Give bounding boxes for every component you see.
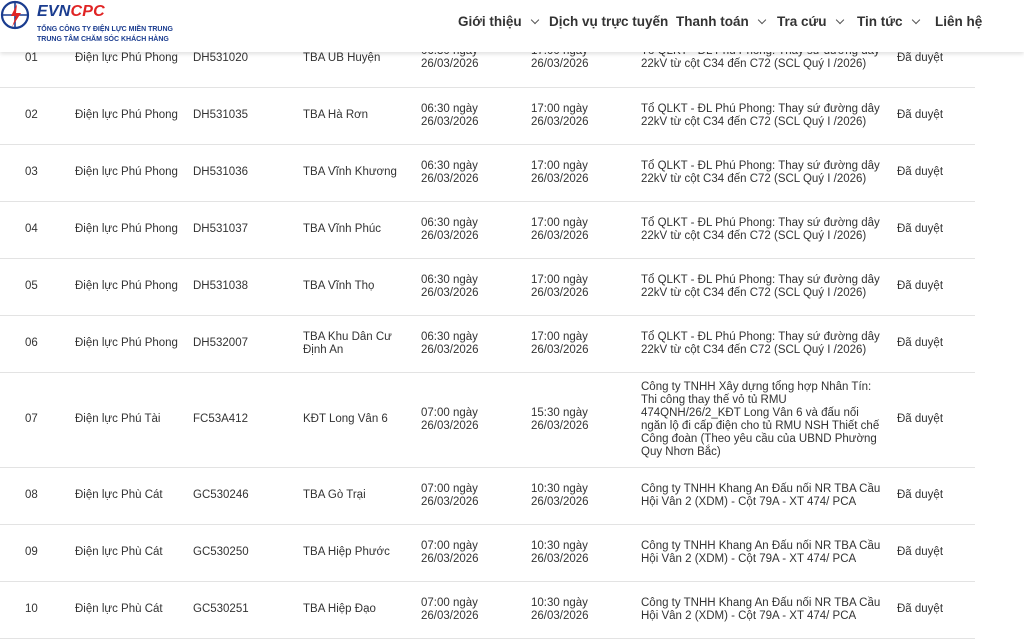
nav-label: Dịch vụ trực tuyến [549, 14, 669, 29]
row-number: 03 [25, 166, 38, 178]
status-badge: Đã duyệt [897, 337, 944, 349]
code-cell [193, 467, 303, 524]
code-cell [193, 201, 303, 258]
reason-cell [641, 201, 897, 258]
nav-label: Liên hệ [935, 14, 983, 29]
unit-cell [75, 201, 193, 258]
nav-item-tra-cuu[interactable] [777, 14, 843, 29]
station-cell [303, 258, 421, 315]
code-cell [193, 258, 303, 315]
start-time-cell [421, 467, 531, 524]
station-name: TBA Khu Dân Cư Định An [303, 330, 392, 356]
power-unit-name: Điện lực Phú Phong [75, 51, 178, 64]
station-name: TBA Gò Trại [303, 489, 366, 501]
nav-item-thanh-toan[interactable] [676, 14, 765, 29]
nav-label: Tin tức [857, 14, 903, 29]
end-date: 26/03/2026 [531, 58, 589, 71]
outage-reason: Tổ QLKT - ĐL Phú Phong: Thay sứ đường dây 22kV từ cột C34 đến C72 (SCL Quý I /2026) [641, 159, 880, 185]
end-date: 26/03/2026 [531, 419, 589, 432]
station-cell [303, 372, 421, 467]
start-date: 26/03/2026 [421, 495, 479, 508]
row-number-cell [0, 581, 75, 638]
status-badge: Đã duyệt [897, 223, 944, 235]
row-number: 10 [25, 603, 38, 615]
start-date: 26/03/2026 [421, 552, 479, 565]
start-time-cell [421, 372, 531, 467]
status-cell [897, 372, 975, 467]
code-cell [193, 315, 303, 372]
start-time-cell [421, 315, 531, 372]
end-date: 26/03/2026 [531, 343, 589, 356]
outage-code: DH531037 [193, 223, 248, 235]
outage-reason: 22kV từ cột C34 đến C72 (SCL Quý I /2026) [641, 58, 867, 71]
end-time-cell [531, 467, 641, 524]
station-cell [303, 581, 421, 638]
start-date: 26/03/2026 [421, 286, 479, 299]
table-row [0, 581, 975, 638]
end-time: 17:00 ngày [531, 159, 588, 172]
station-cell [303, 144, 421, 201]
row-number: 07 [25, 413, 38, 425]
start-date: 26/03/2026 [421, 58, 479, 71]
reason-cell [641, 87, 897, 144]
end-time: 17:00 ngày [531, 102, 588, 115]
start-time: 06:30 ngày [421, 273, 478, 286]
status-badge: Đã duyệt [897, 109, 944, 121]
unit-cell [75, 144, 193, 201]
row-number-cell [0, 87, 75, 144]
end-time: 10:30 ngày [531, 539, 588, 552]
chevron-down-icon [530, 16, 538, 24]
outage-code: GC530250 [193, 546, 249, 558]
end-date: 26/03/2026 [531, 495, 589, 508]
outage-schedule-table [0, 30, 975, 639]
status-cell [897, 87, 975, 144]
status-cell [897, 144, 975, 201]
power-unit-name: Điện lực Phú Phong [75, 223, 178, 235]
table-row [0, 467, 975, 524]
end-date: 26/03/2026 [531, 609, 589, 622]
chevron-down-icon [911, 16, 919, 24]
outage-code: DH531038 [193, 280, 248, 292]
nav-item-lien-he[interactable] [935, 14, 982, 29]
station-name: TBA Vĩnh Phúc [303, 223, 381, 235]
end-time-cell [531, 87, 641, 144]
row-number-cell [0, 144, 75, 201]
start-date: 26/03/2026 [421, 609, 479, 622]
unit-cell [75, 372, 193, 467]
outage-code: GC530246 [193, 489, 249, 501]
status-badge: Đã duyệt [897, 166, 944, 178]
power-unit-name: Điện lực Phú Phong [75, 109, 178, 121]
code-cell [193, 144, 303, 201]
start-date: 26/03/2026 [421, 172, 479, 185]
start-time: 06:30 ngày [421, 102, 478, 115]
reason-cell [641, 144, 897, 201]
end-time-cell [531, 524, 641, 581]
nav-label: Giới thiệu [458, 14, 522, 29]
code-cell [193, 372, 303, 467]
row-number: 04 [25, 223, 38, 235]
code-cell [193, 581, 303, 638]
end-date: 26/03/2026 [531, 115, 589, 128]
power-unit-name: Điện lực Phú Phong [75, 337, 178, 349]
outage-code: GC530251 [193, 603, 249, 615]
power-unit-name: Điện lực Phù Cát [75, 489, 163, 501]
station-cell [303, 467, 421, 524]
status-cell [897, 524, 975, 581]
station-name: KĐT Long Vân 6 [303, 413, 388, 425]
outage-reason: Công ty TNHH Xây dựng tổng hợp Nhân Tín: Thi công thay thế vỏ tủ RMU 474QNH/26/2_KĐT Long Vân 6 và đấu nối ngăn lộ đi cấp điện cho tủ RMU NSH Thiết chế Công đoàn (Theo yêu cầu của UBND Phường Quy Nhơn Bắc) [641, 380, 880, 458]
end-time: 17:00 ngày [531, 330, 588, 343]
status-badge: Đã duyệt [897, 603, 944, 615]
station-name: TBA Hà Rơn [303, 109, 369, 121]
station-name: TBA Hiệp Đạo [303, 603, 376, 615]
end-date: 26/03/2026 [531, 229, 589, 242]
status-badge: Đã duyệt [897, 413, 944, 425]
end-time: 15:30 ngày [531, 406, 588, 419]
outage-reason: Tổ QLKT - ĐL Phú Phong: Thay sứ đường dây 22kV từ cột C34 đến C72 (SCL Quý I /2026) [641, 216, 880, 242]
start-date: 26/03/2026 [421, 419, 479, 432]
start-time-cell [421, 87, 531, 144]
start-time: 06:30 ngày [421, 330, 478, 343]
table-row [0, 144, 975, 201]
nav-label: Tra cứu [777, 14, 827, 29]
brand-cpc-text: CPC [70, 3, 105, 20]
chevron-down-icon [758, 16, 766, 24]
start-date: 26/03/2026 [421, 343, 479, 356]
station-cell [303, 524, 421, 581]
end-time: 10:30 ngày [531, 596, 588, 609]
station-cell [303, 315, 421, 372]
start-time-cell [421, 258, 531, 315]
table-row [0, 258, 975, 315]
station-name: TBA Hiệp Phước [303, 546, 390, 558]
row-number: 01 [25, 51, 38, 64]
code-cell [193, 87, 303, 144]
nav-item-gioi-thieu[interactable] [458, 14, 538, 29]
table-row [0, 524, 975, 581]
end-date: 26/03/2026 [531, 172, 589, 185]
org-name-line1: TỔNG CÔNG TY ĐIỆN LỰC MIỀN TRUNG [37, 26, 173, 33]
power-unit-name: Điện lực Phù Cát [75, 603, 163, 615]
end-time: 17:00 ngày [531, 216, 588, 229]
row-number: 06 [25, 337, 38, 349]
outage-code: DH531020 [193, 51, 248, 64]
reason-cell [641, 258, 897, 315]
row-number-cell [0, 372, 75, 467]
row-number-cell [0, 201, 75, 258]
end-date: 26/03/2026 [531, 552, 589, 565]
row-number-cell [0, 258, 75, 315]
start-time-cell [421, 581, 531, 638]
reason-cell [641, 581, 897, 638]
status-cell [897, 467, 975, 524]
nav-item-dich-vu-truc-tuyen[interactable] [549, 14, 668, 29]
site-header [0, 0, 1024, 52]
start-time: 06:30 ngày [421, 159, 478, 172]
outage-reason: Công ty TNHH Khang An Đấu nối NR TBA Cầu Hội Vân 2 (XDM) - Cột 79A - XT 474/ PCA [641, 482, 881, 508]
start-time: 07:00 ngày [421, 596, 478, 609]
reason-cell [641, 524, 897, 581]
start-time: 06:30 ngày [421, 216, 478, 229]
end-time-cell [531, 144, 641, 201]
power-unit-name: Điện lực Phú Phong [75, 280, 178, 292]
row-number-cell [0, 524, 75, 581]
row-number: 08 [25, 489, 38, 501]
table-row [0, 201, 975, 258]
start-time: 07:00 ngày [421, 482, 478, 495]
end-time-cell [531, 581, 641, 638]
status-badge: Đã duyệt [897, 546, 944, 558]
row-number: 09 [25, 546, 38, 558]
table-body [0, 30, 975, 638]
outage-reason: Tổ QLKT - ĐL Phú Phong: Thay sứ đường dây 22kV từ cột C34 đến C72 (SCL Quý I /2026) [641, 330, 880, 356]
brand-evn-text: EVN [37, 3, 71, 20]
org-name-line2: TRUNG TÂM CHĂM SÓC KHÁCH HÀNG [37, 36, 169, 43]
start-time: 07:00 ngày [421, 539, 478, 552]
station-name: TBA Vĩnh Khương [303, 166, 397, 178]
end-time-cell [531, 201, 641, 258]
station-cell [303, 201, 421, 258]
status-badge: Đã duyệt [897, 280, 944, 292]
main-nav [0, 0, 1024, 44]
outage-code: FC53A412 [193, 413, 248, 425]
end-time: 17:00 ngày [531, 273, 588, 286]
reason-cell [641, 315, 897, 372]
row-number-cell [0, 315, 75, 372]
outage-code: DH532007 [193, 337, 248, 349]
status-cell [897, 315, 975, 372]
start-time-cell [421, 201, 531, 258]
table-row [0, 87, 975, 144]
chevron-down-icon [835, 16, 843, 24]
power-unit-name: Điện lực Phú Tài [75, 413, 161, 425]
outage-reason: Tổ QLKT - ĐL Phú Phong: Thay sứ đường dây 22kV từ cột C34 đến C72 (SCL Quý I /2026) [641, 273, 880, 299]
row-number: 02 [25, 109, 38, 121]
end-date: 26/03/2026 [531, 286, 589, 299]
start-time-cell [421, 524, 531, 581]
nav-item-tin-tuc[interactable] [857, 14, 919, 29]
status-cell [897, 581, 975, 638]
table-row [0, 315, 975, 372]
power-unit-name: Điện lực Phú Phong [75, 166, 178, 178]
start-date: 26/03/2026 [421, 229, 479, 242]
power-unit-name: Điện lực Phù Cát [75, 546, 163, 558]
status-cell [897, 201, 975, 258]
unit-cell [75, 524, 193, 581]
reason-cell [641, 372, 897, 467]
reason-cell [641, 467, 897, 524]
start-time-cell [421, 144, 531, 201]
status-badge: Đã duyệt [897, 489, 944, 501]
status-cell [897, 258, 975, 315]
end-time: 10:30 ngày [531, 482, 588, 495]
end-time-cell [531, 258, 641, 315]
table-row [0, 372, 975, 467]
end-time-cell [531, 315, 641, 372]
unit-cell [75, 87, 193, 144]
outage-code: DH531036 [193, 166, 248, 178]
start-date: 26/03/2026 [421, 115, 479, 128]
unit-cell [75, 315, 193, 372]
end-time-cell [531, 372, 641, 467]
unit-cell [75, 581, 193, 638]
unit-cell [75, 258, 193, 315]
nav-label: Thanh toán [676, 14, 749, 29]
row-number-cell [0, 467, 75, 524]
outage-reason: Công ty TNHH Khang An Đấu nối NR TBA Cầu Hội Vân 2 (XDM) - Cột 79A - XT 474/ PCA [641, 596, 881, 622]
station-name: TBA Vĩnh Thọ [303, 280, 375, 292]
unit-cell [75, 467, 193, 524]
outage-code: DH531035 [193, 109, 248, 121]
outage-reason: Tổ QLKT - ĐL Phú Phong: Thay sứ đường dây 22kV từ cột C34 đến C72 (SCL Quý I /2026) [641, 102, 880, 128]
row-number: 05 [25, 280, 38, 292]
station-cell [303, 87, 421, 144]
station-name: TBA UB Huyện [303, 51, 381, 64]
start-time: 07:00 ngày [421, 406, 478, 419]
outage-schedule-table-wrapper [0, 30, 975, 639]
status-badge: Đã duyệt [897, 51, 944, 64]
outage-reason: Công ty TNHH Khang An Đấu nối NR TBA Cầu Hội Vân 2 (XDM) - Cột 79A - XT 474/ PCA [641, 539, 881, 565]
code-cell [193, 524, 303, 581]
